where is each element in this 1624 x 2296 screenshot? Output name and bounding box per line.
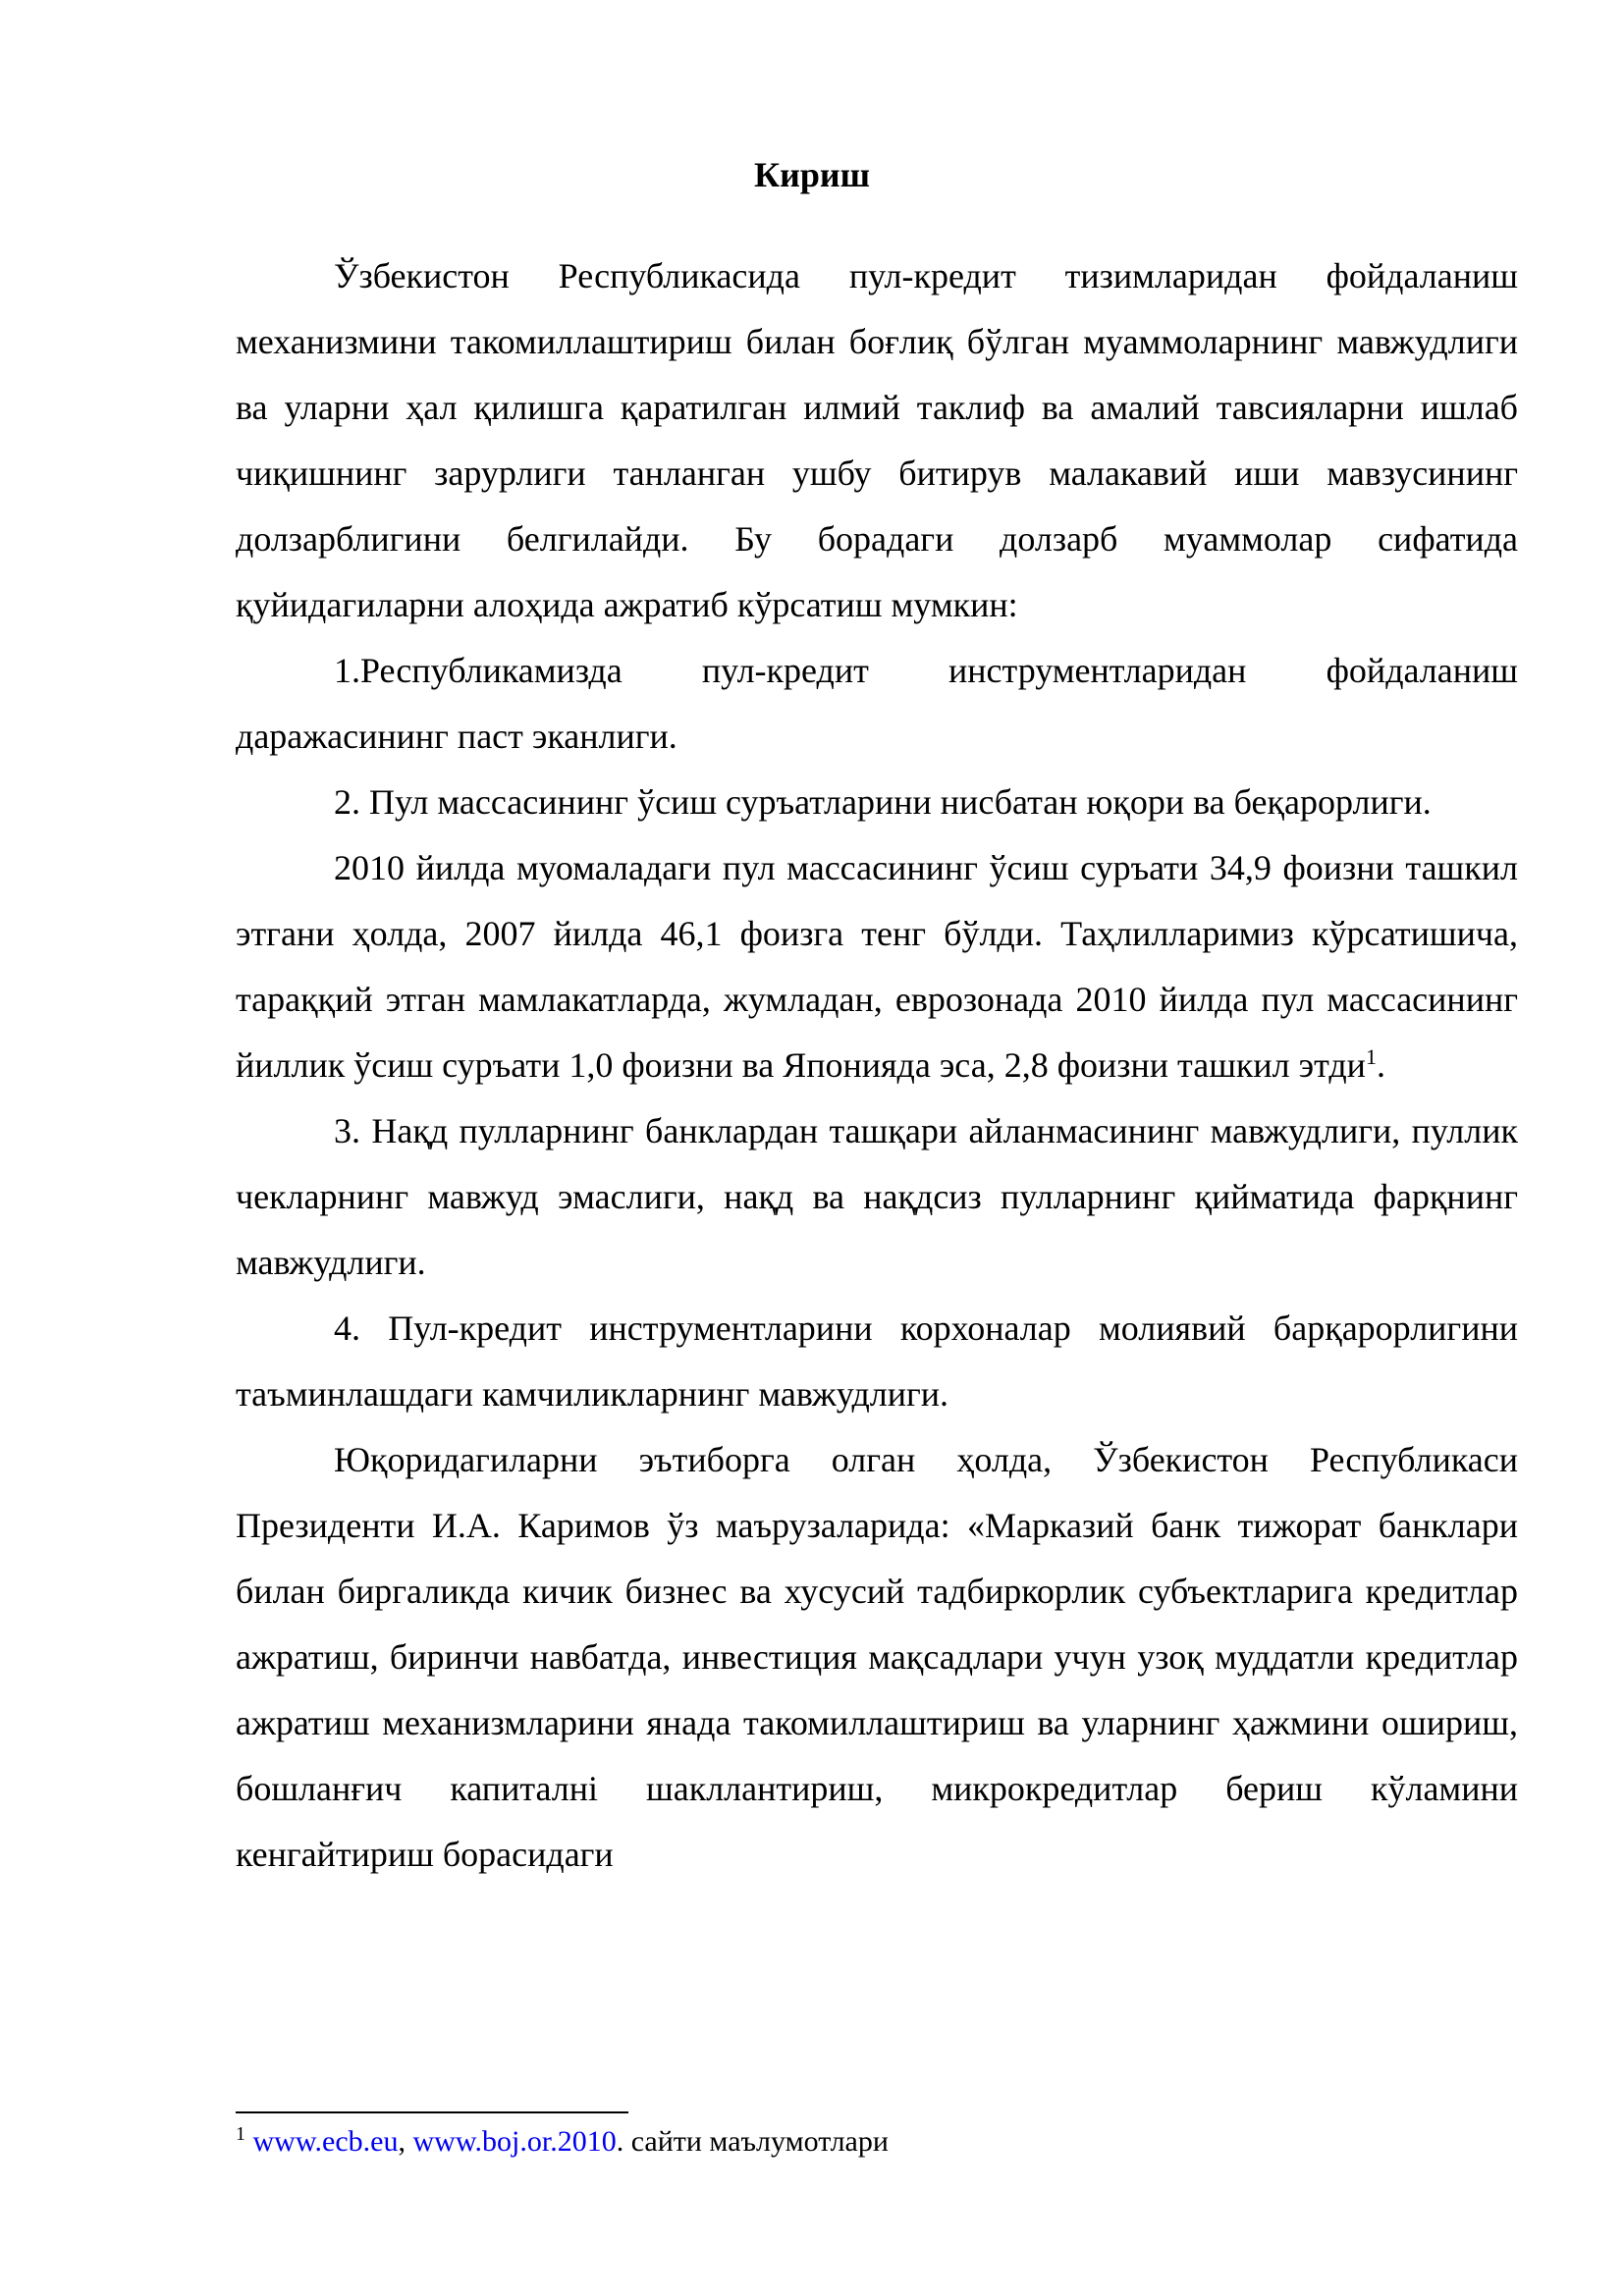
paragraph-statistics-text: 2010 йилда муомаладаги пул массасининг ўсиш суръати 34,9 фоизни ташкил этгани ҳолда, 2007 йилда 46,1 фоизга тенг бўлди. Таҳлилларимиз кўрсатишича, тараққий этган мамлакатларда, жумладан, еврозонада 2010 йилда пул массасининг йиллик ўсиш суръати 1,0 фоизни ва Японияда эса, 2,8 фоизни ташкил этди — [236, 848, 1518, 1085]
footnote-number: 1 — [236, 2123, 245, 2145]
footnote-separator — [236, 2111, 628, 2113]
document-body — [236, 243, 1518, 1888]
paragraph-item-2: 2. Пул массасининг ўсиш суръатларини нисбатан юқори ва беқарорлиги. — [334, 782, 1432, 822]
paragraph-item-4: 4. Пул-кредит инструментларини корхоналар молиявий барқарорлигини таъминлашдаги камчиликларнинг мавжудлиги. — [236, 1308, 1518, 1414]
paragraph-item-3: 3. Нақд пулларнинг банклардан ташқари айланмасининг мавжудлиги, пуллик чекларнинг мавжуд эмаслиги, нақд ва нақдсиз пулларнинг қийматида фарқнинг мавжудлиги. — [236, 1111, 1518, 1282]
paragraph-intro: Ўзбекистон Республикасида пул-кредит тизимларидан фойдаланиш механизмини такомиллаштириш билан боғлиқ бўлган муаммоларнинг мавжудлиги ва уларни ҳал қилишга қаратилган илмий таклиф ва амалий тавсияларни ишлаб чиқишнинг зарурлиги танланган ушбу битирув малакавий иши мавзусининг долзарблигини белгилайди. Бу борадаги долзарб муаммолар сифатида қуйидагиларни алоҳида ажратиб кўрсатиш мумкин: — [236, 256, 1518, 624]
page-title: Кириш — [753, 155, 870, 194]
footnote-separator-text: , — [398, 2125, 413, 2158]
paragraph-quote: Юқоридагиларни эътиборга олган ҳолда, Ўзбекистон Республикаси Президенти И.А. Каримов ўз маърузаларида: «Марказий банк тижорат банклари билан биргаликда кичик бизнес ва хусусий тадбиркорлик субъектларига кредитлар ажратиш, биринчи навбатда, инвестиция мақсадлари учун узоқ муддатли кредитлар ажратиш механизмларини янада такомиллаштириш ва уларнинг ҳажмини ошириш, бошланғич капиталнi шакллантириш, микрокредитлар бериш кўламини кенгайтириш борасидаги — [236, 1440, 1518, 1874]
footnote-reference[interactable]: 1 — [1365, 1044, 1377, 1069]
footnote-link-ecb[interactable]: www.ecb.eu — [252, 2125, 399, 2158]
footnote-link-boj[interactable]: www.boj.or.2010 — [412, 2125, 617, 2158]
footnote — [236, 2120, 889, 2163]
paragraph-statistics — [236, 835, 1518, 1098]
paragraph-item-1: 1.Республикамизда пул-кредит инструментларидан фойдаланиш даражасининг паст эканлиги. — [236, 651, 1518, 756]
footnote-text: . сайти маълумотлари — [616, 2125, 889, 2158]
paragraph-statistics-end: . — [1376, 1045, 1385, 1085]
